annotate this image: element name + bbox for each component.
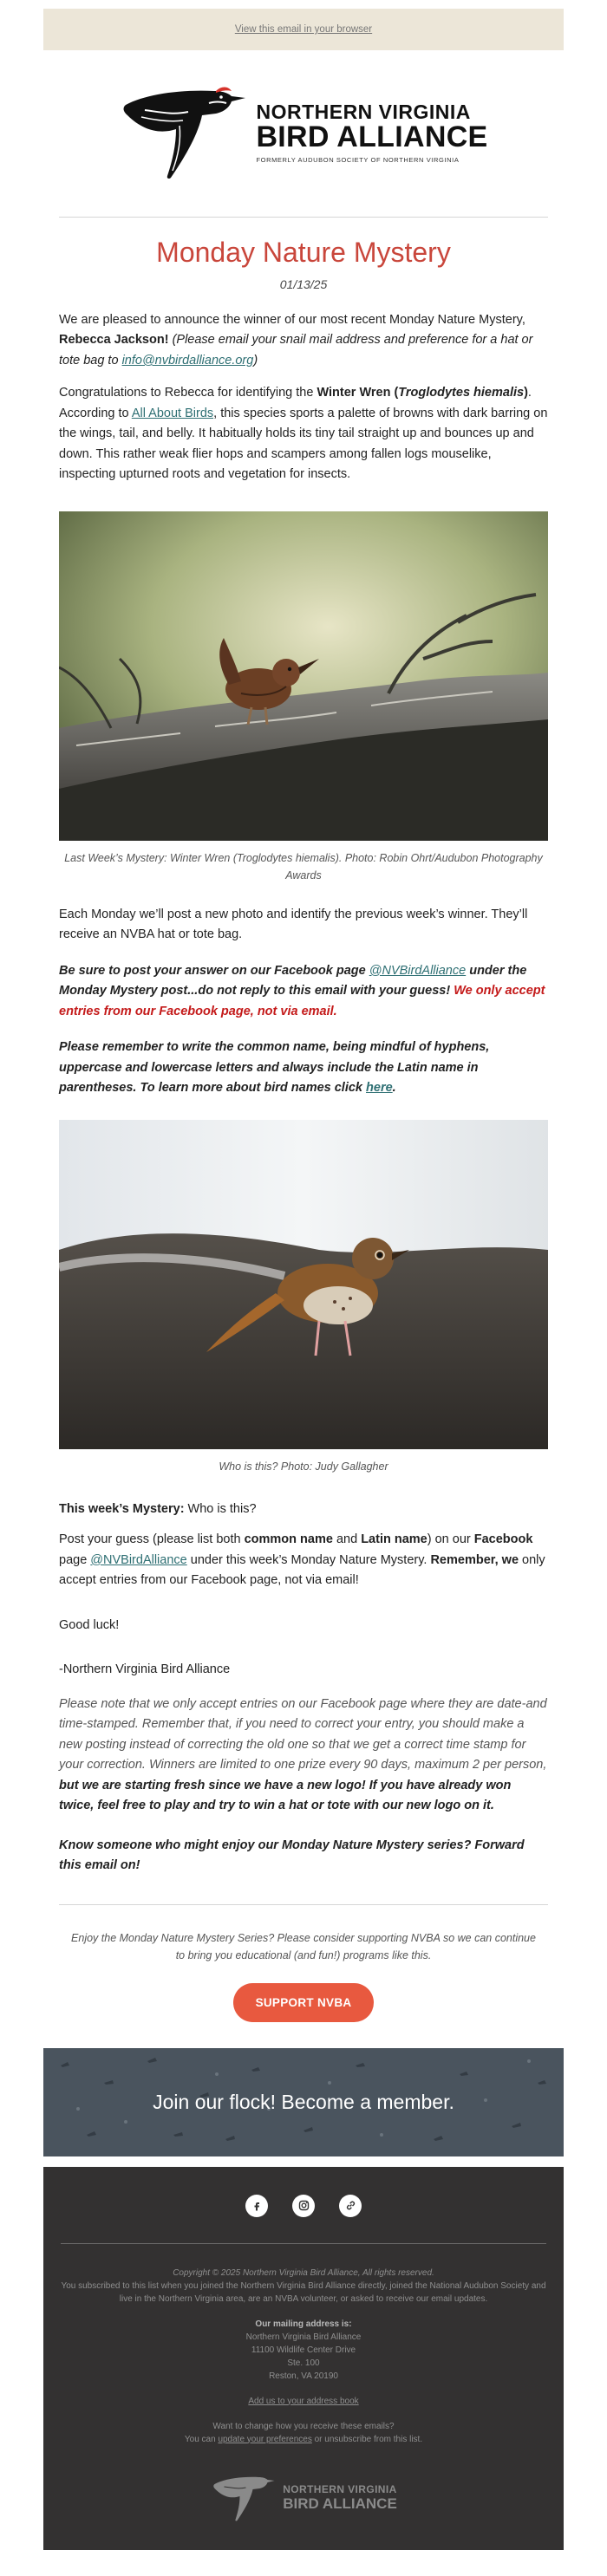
footer-logo-line-2: BIRD ALLIANCE	[283, 2495, 397, 2512]
woodpecker-logo-icon	[119, 81, 249, 185]
mystery-bird-photo	[59, 1120, 548, 1449]
website-link-icon[interactable]	[339, 2195, 362, 2217]
change-preferences-question: Want to change how you receive these emails?	[212, 2421, 395, 2431]
address-line: Ste. 100	[287, 2358, 320, 2368]
support-text: Enjoy the Monday Nature Mystery Series? Please consider supporting NVBA so we can continue to bring you educational (and fun!) programs like this.	[71, 1931, 536, 1961]
facebook-reminder: Be sure to post your answer on our Facebook page @NVBirdAlliance under the Monday Mystery post...do not reply to this email with your guess! We only accept entries from our Facebook page, not via email.	[59, 963, 545, 1018]
header-divider	[59, 217, 548, 218]
issue-date: 01/13/25	[279, 277, 328, 291]
logo-tagline: FORMERLY AUDUBON SOCIETY OF NORTHERN VIRGINIA	[256, 155, 460, 164]
support-nvba-button[interactable]: SUPPORT NVBA	[233, 1983, 375, 2022]
winner-announcement: We are pleased to announce the winner of our most recent Monday Nature Mystery, Rebecca Jackson! (Please email your snail mail address and preference for a hat or tote bag to info@nvbirdalliance.org)	[59, 313, 533, 368]
entries-warning: We only accept entries from our Facebook page, not via email.	[59, 984, 545, 1018]
preheader-bar	[43, 9, 564, 50]
all-about-birds-link[interactable]: All About Birds	[131, 406, 214, 420]
address-line: Reston, VA 20190	[269, 2371, 338, 2381]
view-in-browser-link[interactable]: View this email in your browser	[234, 24, 373, 35]
signoff: -Northern Virginia Bird Alliance	[59, 1662, 231, 1677]
mystery-question: This week’s Mystery: Who is this?	[59, 1501, 257, 1516]
membership-cta: Join our flock! Become a member.	[153, 2090, 454, 2113]
header-logo[interactable]	[43, 68, 564, 198]
logo-line-1: NORTHERN VIRGINIA	[256, 101, 471, 124]
facebook-handle-link[interactable]: @NVBirdAlliance	[369, 963, 467, 978]
post-guess-instructions: Post your guess (please list both common name and Latin name) on our Facebook page @NVBirdAlliance under this week’s Monday Nature Mystery. Remember, we only accept entries from our Facebook page, not via email!	[59, 1532, 545, 1588]
logo-line-2: BIRD ALLIANCE	[256, 120, 488, 154]
species-description: Congratulations to Rebecca for identifying the Winter Wren (Troglodytes hiemalis). According to All About Birds, this species sports a palette of browns with dark barring on the wings, tail, and belly. It habitually holds its tiny tail straight up and bounces up and down. This rather weak flier hops and scampers among fallen logs mouselike, inspecting upturned roots and vegetation for insects.	[59, 386, 548, 482]
naming-reminder: Please remember to write the common name, being mindful of hyphens, uppercase and lowercase letters and always include the Latin name in parentheses. To learn more about bird names click here.	[59, 1040, 490, 1096]
mailing-address-label: Our mailing address is:	[255, 2319, 352, 2329]
good-luck: Good luck!	[59, 1617, 120, 1632]
facebook-icon[interactable]	[245, 2195, 268, 2217]
footer-divider	[61, 2243, 546, 2244]
woodpecker-logo-icon	[210, 2472, 277, 2524]
photo-1-caption: Last Week’s Mystery: Winter Wren (Troglodytes hiemalis). Photo: Robin Ohrt/Audubon Photography Awards	[64, 851, 543, 881]
copyright: Copyright © 2025 Northern Virginia Bird Alliance, All rights reserved.	[173, 2267, 434, 2278]
address-line: 11100 Wildlife Center Drive	[251, 2345, 356, 2355]
facebook-handle-link-2[interactable]: @NVBirdAlliance	[90, 1552, 187, 1567]
address-line: Northern Virginia Bird Alliance	[245, 2332, 362, 2342]
preferences-line: You can update your preferences or unsubscribe from this list.	[184, 2434, 423, 2444]
winner-name: Rebecca Jackson!	[59, 333, 169, 348]
footer-logo	[61, 2472, 546, 2524]
page-title: Monday Nature Mystery	[156, 237, 451, 268]
weekly-info: Each Monday we’ll post a new photo and identify the previous week’s winner. They’ll receive an NVBA hat or tote bag.	[59, 907, 528, 942]
support-divider	[59, 1904, 548, 1905]
forward-prompt: Know someone who might enjoy our Monday Nature Mystery series? Forward this email on!	[59, 1838, 525, 1873]
update-preferences-link[interactable]: update your preferences	[218, 2434, 312, 2444]
add-to-address-book-link[interactable]: Add us to your address book	[248, 2396, 359, 2406]
subscription-note: You subscribed to this list when you joined the Northern Virginia Bird Alliance directly, joined the National Audubon Society and live in the Northern Virginia area, are an NVBA volunteer, or asked to receive our email updates.	[61, 2280, 546, 2304]
contest-rules: Please note that we only accept entries on our Facebook page where they are date-and time-stamped. Remember that, if you need to correct your entry, you should make a new posting instead of correcting the old one so that we get a correct time stamp for your correction. Winners are limited to one prize every 90 days, maximum 2 per person, but we are starting fresh since we have a new logo! If you have already won twice, feel free to play and try to win a hat or tote with our new logo on it.	[59, 1696, 547, 1813]
photo-2-caption: Who is this? Photo: Judy Gallagher	[219, 1460, 388, 1473]
bird-names-link[interactable]: here	[366, 1081, 393, 1096]
membership-banner[interactable]	[43, 2048, 564, 2156]
footer-logo-line-1: NORTHERN VIRGINIA	[283, 2482, 397, 2495]
winter-wren-photo	[59, 511, 548, 841]
info-email-link[interactable]: info@nvbirdalliance.org	[121, 353, 254, 368]
instagram-icon[interactable]	[292, 2195, 315, 2217]
footer	[43, 2167, 564, 2550]
